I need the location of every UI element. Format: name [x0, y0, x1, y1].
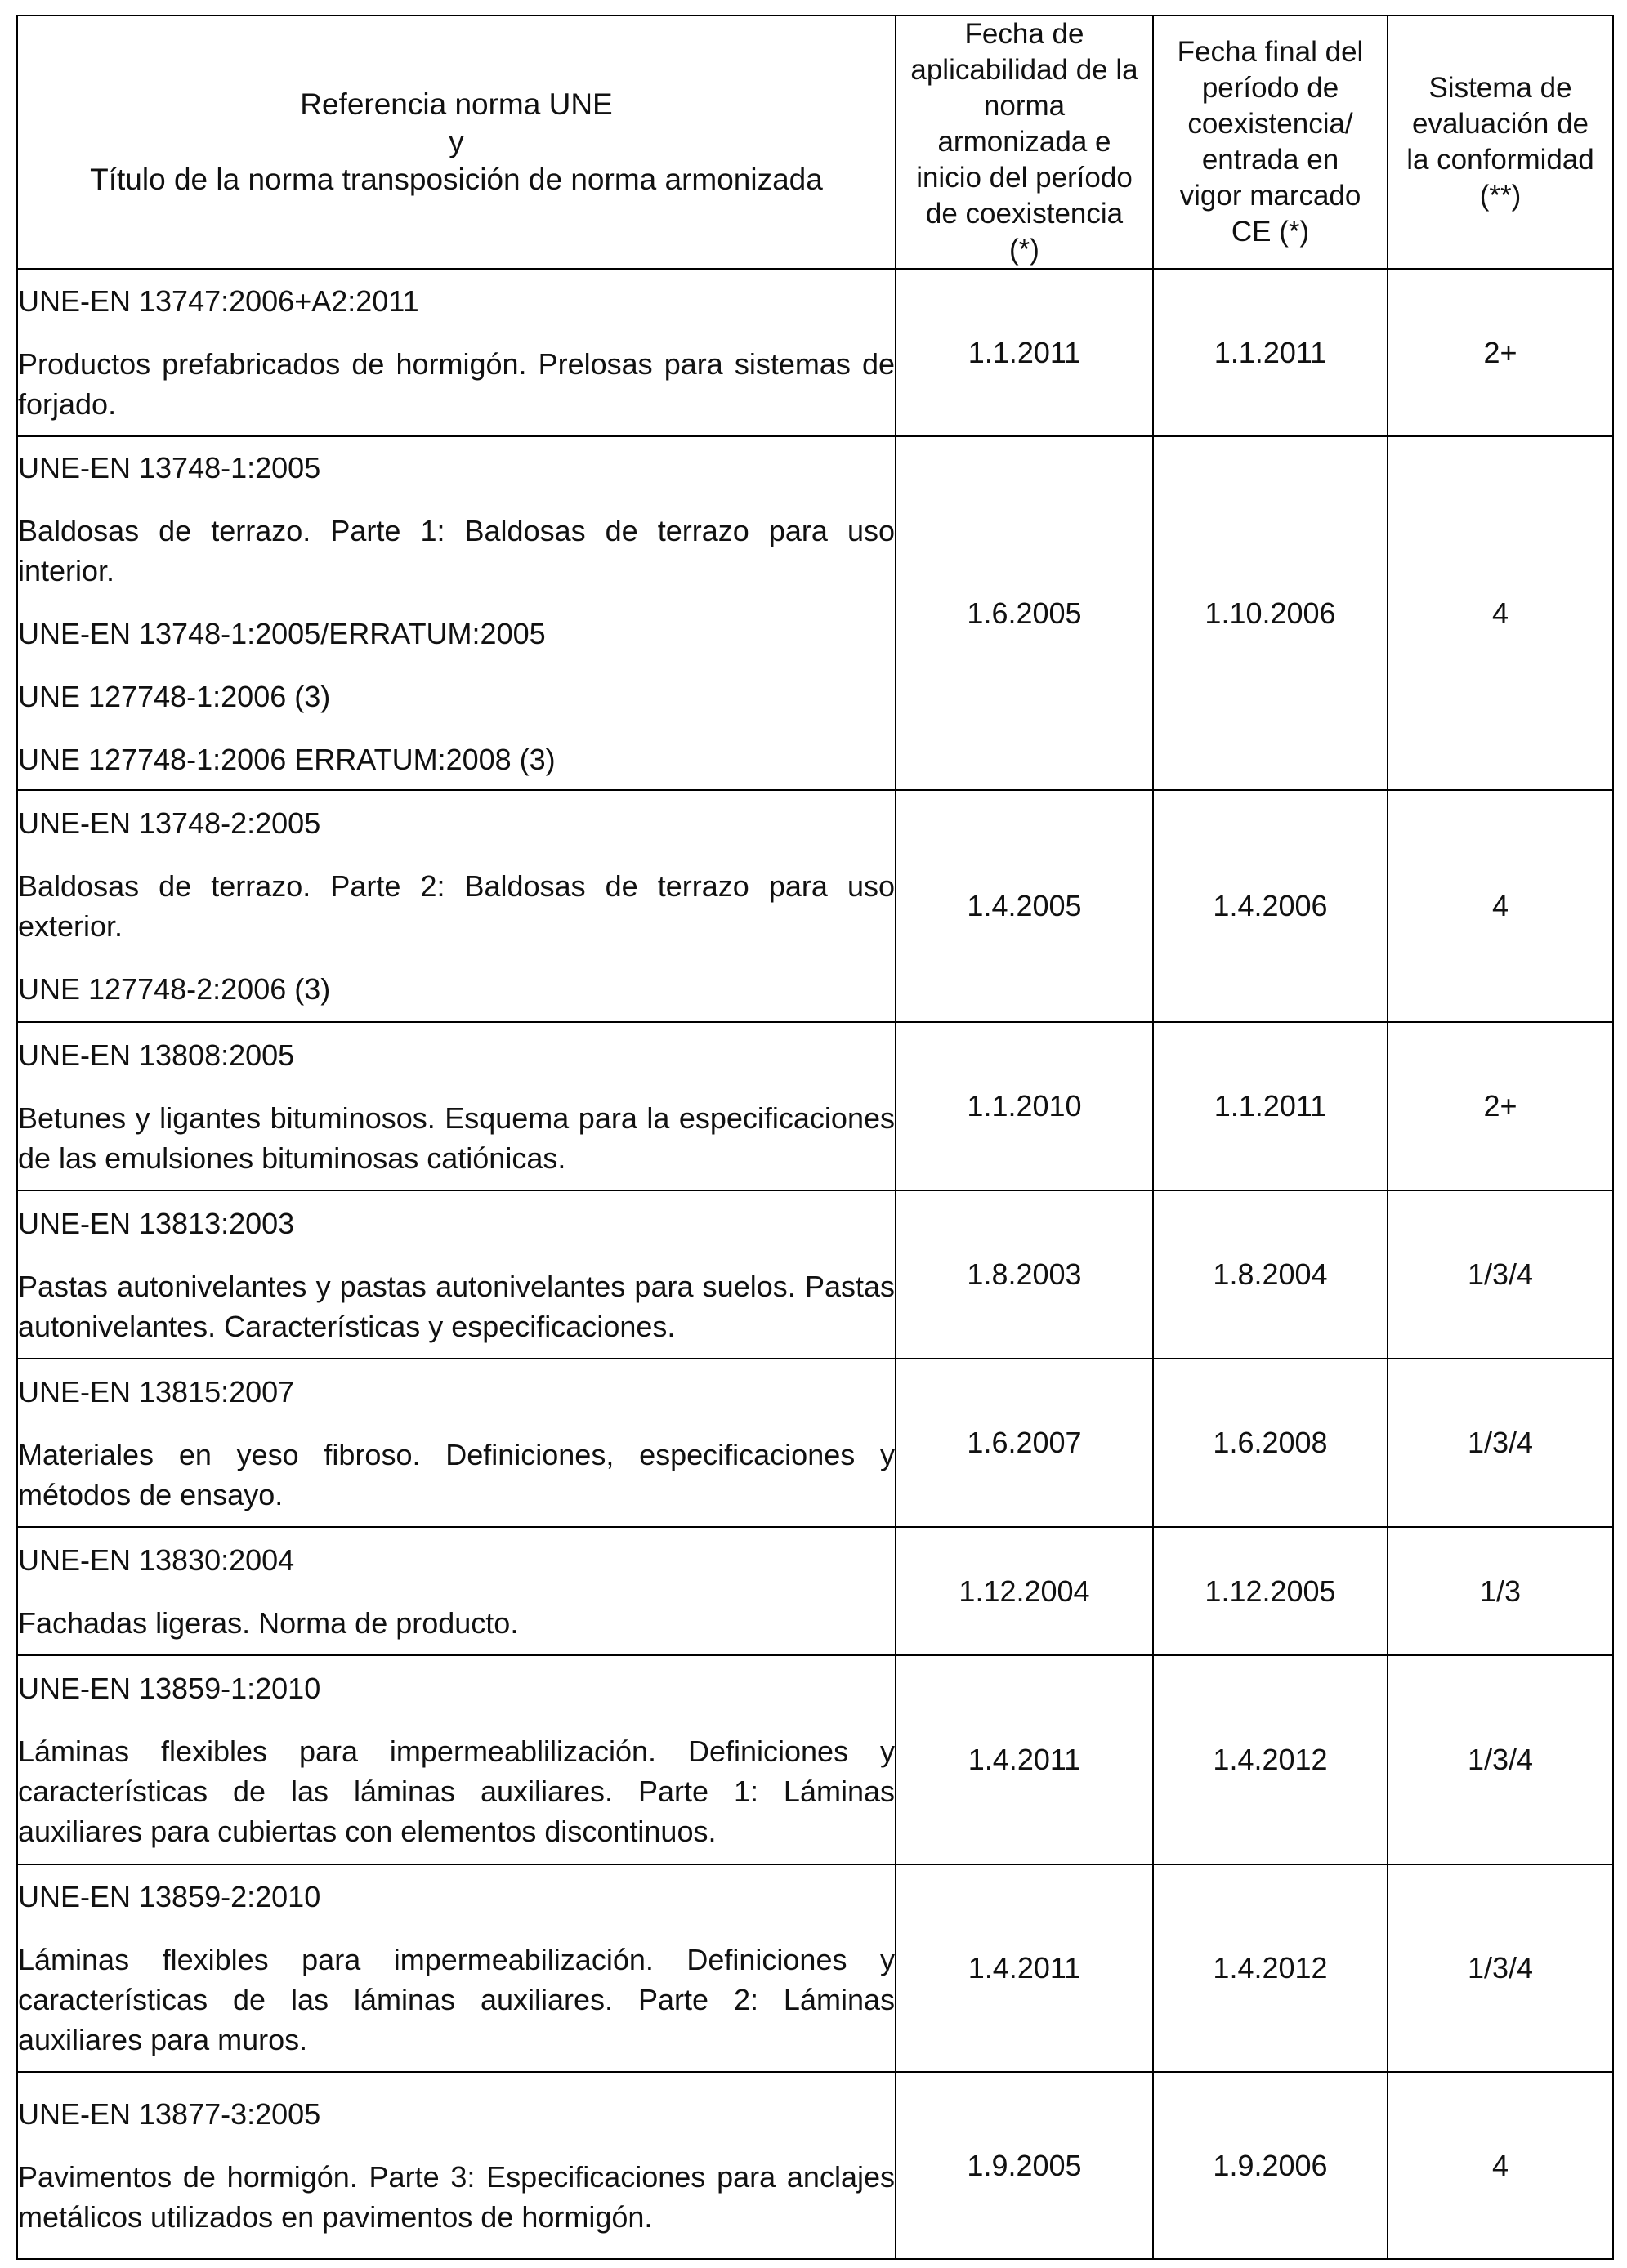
standards-table: [16, 15, 1614, 2260]
end-date-cell: 1.8.2004: [1153, 1190, 1388, 1359]
end-date-cell: 1.12.2005: [1153, 1527, 1388, 1655]
standard-text: Baldosas de terrazo. Parte 2: Baldosas de terrazo para uso exterior.: [18, 869, 895, 943]
applicability-date-cell: 1.1.2010: [896, 1022, 1153, 1190]
applicability-date-cell: 1.8.2003: [896, 1190, 1153, 1359]
header-end-date: Fecha final del período de coexistencia/ entrada en vigor marcado CE (*): [1153, 16, 1388, 269]
applicability-date-cell: 1.9.2005: [896, 2072, 1153, 2259]
end-date-cell: 1.1.2011: [1153, 1022, 1388, 1190]
reference-cell: [17, 1022, 896, 1190]
end-date-cell: 1.4.2006: [1153, 790, 1388, 1022]
standard-text: Fachadas ligeras. Norma de producto.: [18, 1605, 519, 1640]
conformity-system-cell: 1/3/4: [1388, 1655, 1613, 1864]
standard-code: UNE-EN 13748-2:2005: [18, 806, 321, 840]
reference-cell: [17, 2072, 896, 2259]
applicability-date-cell: 1.1.2011: [896, 269, 1153, 436]
applicability-date-cell: 1.4.2011: [896, 1864, 1153, 2072]
end-date-cell: 1.6.2008: [1153, 1359, 1388, 1527]
standard-code: UNE-EN 13830:2004: [18, 1543, 295, 1577]
reference-cell: [17, 790, 896, 1022]
header-row: [17, 16, 1613, 269]
header-reference-line: Referencia norma UNE: [300, 87, 613, 121]
reference-cell: [17, 1190, 896, 1359]
standard-text: UNE-EN 13748-1:2005/ERRATUM:2005: [18, 616, 546, 650]
standard-text: Materiales en yeso fibroso. Definiciones, especificaciones y métodos de ensayo.: [18, 1437, 895, 1511]
end-date-cell: 1.10.2006: [1153, 436, 1388, 790]
standard-code: UNE-EN 13747:2006+A2:2011: [18, 284, 419, 318]
end-date-cell: 1.4.2012: [1153, 1864, 1388, 2072]
standard-text: Pavimentos de hormigón. Parte 3: Especificaciones para anclajes metálicos utilizados en pavimentos de hormigón.: [18, 2160, 895, 2234]
applicability-date-cell: 1.6.2005: [896, 436, 1153, 790]
standard-text: Baldosas de terrazo. Parte 1: Baldosas de terrazo para uso interior.: [18, 513, 895, 587]
conformity-system-cell: 2+: [1388, 269, 1613, 436]
conformity-system-cell: 4: [1388, 436, 1613, 790]
end-date-cell: 1.1.2011: [1153, 269, 1388, 436]
standard-text: UNE 127748-1:2006 (3): [18, 679, 331, 713]
reference-cell: [17, 436, 896, 790]
standard-code: UNE-EN 13815:2007: [18, 1374, 295, 1409]
standard-code: UNE-EN 13813:2003: [18, 1206, 295, 1240]
standard-code: UNE-EN 13859-1:2010: [18, 1672, 321, 1705]
standard-text: Pastas autonivelantes y pastas autonivelantes para suelos. Pastas autonivelantes. Características y especificaciones.: [18, 1269, 895, 1343]
table-row: [17, 1655, 1613, 1864]
applicability-date-cell: 1.4.2005: [896, 790, 1153, 1022]
end-date-cell: 1.9.2006: [1153, 2072, 1388, 2259]
table-row: [17, 1359, 1613, 1527]
reference-cell: [17, 1359, 896, 1527]
conformity-system-cell: 1/3/4: [1388, 1190, 1613, 1359]
standard-text: Betunes y ligantes bituminosos. Esquema para la especificaciones de las emulsiones bituminosas catiónicas.: [18, 1101, 895, 1175]
standard-code: UNE-EN 13859-2:2010: [18, 1880, 321, 1913]
conformity-system-cell: 2+: [1388, 1022, 1613, 1190]
table-row: [17, 1864, 1613, 2072]
table-row: [17, 2072, 1613, 2259]
standard-text: UNE 127748-1:2006 ERRATUM:2008 (3): [18, 742, 556, 776]
table-row: [17, 1190, 1613, 1359]
table-row: [17, 436, 1613, 790]
reference-cell: [17, 1527, 896, 1655]
applicability-date-cell: 1.4.2011: [896, 1655, 1153, 1864]
standard-text: UNE 127748-2:2006 (3): [18, 972, 331, 1006]
table-row: [17, 1527, 1613, 1655]
applicability-date-cell: 1.12.2004: [896, 1527, 1153, 1655]
applicability-date-cell: 1.6.2007: [896, 1359, 1153, 1527]
conformity-system-cell: 1/3: [1388, 1527, 1613, 1655]
header-system: Sistema de evaluación de la conformidad (**): [1388, 16, 1613, 269]
header-applicability: Fecha de aplicabilidad de la norma armonizada e inicio del período de coexistencia (*): [896, 16, 1153, 269]
standard-code: UNE-EN 13877-3:2005: [18, 2097, 321, 2131]
conformity-system-cell: 4: [1388, 2072, 1613, 2259]
table-row: [17, 269, 1613, 436]
standard-code: UNE-EN 13748-1:2005: [18, 450, 321, 484]
standard-text: Productos prefabricados de hormigón. Prelosas para sistemas de forjado.: [18, 347, 895, 421]
header-reference-line: y: [449, 125, 464, 158]
conformity-system-cell: 4: [1388, 790, 1613, 1022]
table-row: [17, 790, 1613, 1022]
end-date-cell: 1.4.2012: [1153, 1655, 1388, 1864]
standard-text: Láminas flexibles para impermeablilización. Definiciones y características de las láminas auxiliares. Parte 1: Láminas auxiliares para cubiertas con elementos discontinuos.: [18, 1734, 895, 1848]
reference-cell: [17, 269, 896, 436]
conformity-system-cell: 1/3/4: [1388, 1359, 1613, 1527]
standard-code: UNE-EN 13808:2005: [18, 1038, 295, 1072]
reference-cell: [17, 1655, 896, 1864]
header-reference-line: Título de la norma transposición de norma armonizada: [90, 163, 823, 196]
reference-cell: [17, 1864, 896, 2072]
header-reference: [17, 16, 896, 269]
table-row: [17, 1022, 1613, 1190]
standard-text: Láminas flexibles para impermeabilización. Definiciones y características de las láminas auxiliares. Parte 2: Láminas auxiliares para muros.: [18, 1943, 895, 2056]
conformity-system-cell: 1/3/4: [1388, 1864, 1613, 2072]
